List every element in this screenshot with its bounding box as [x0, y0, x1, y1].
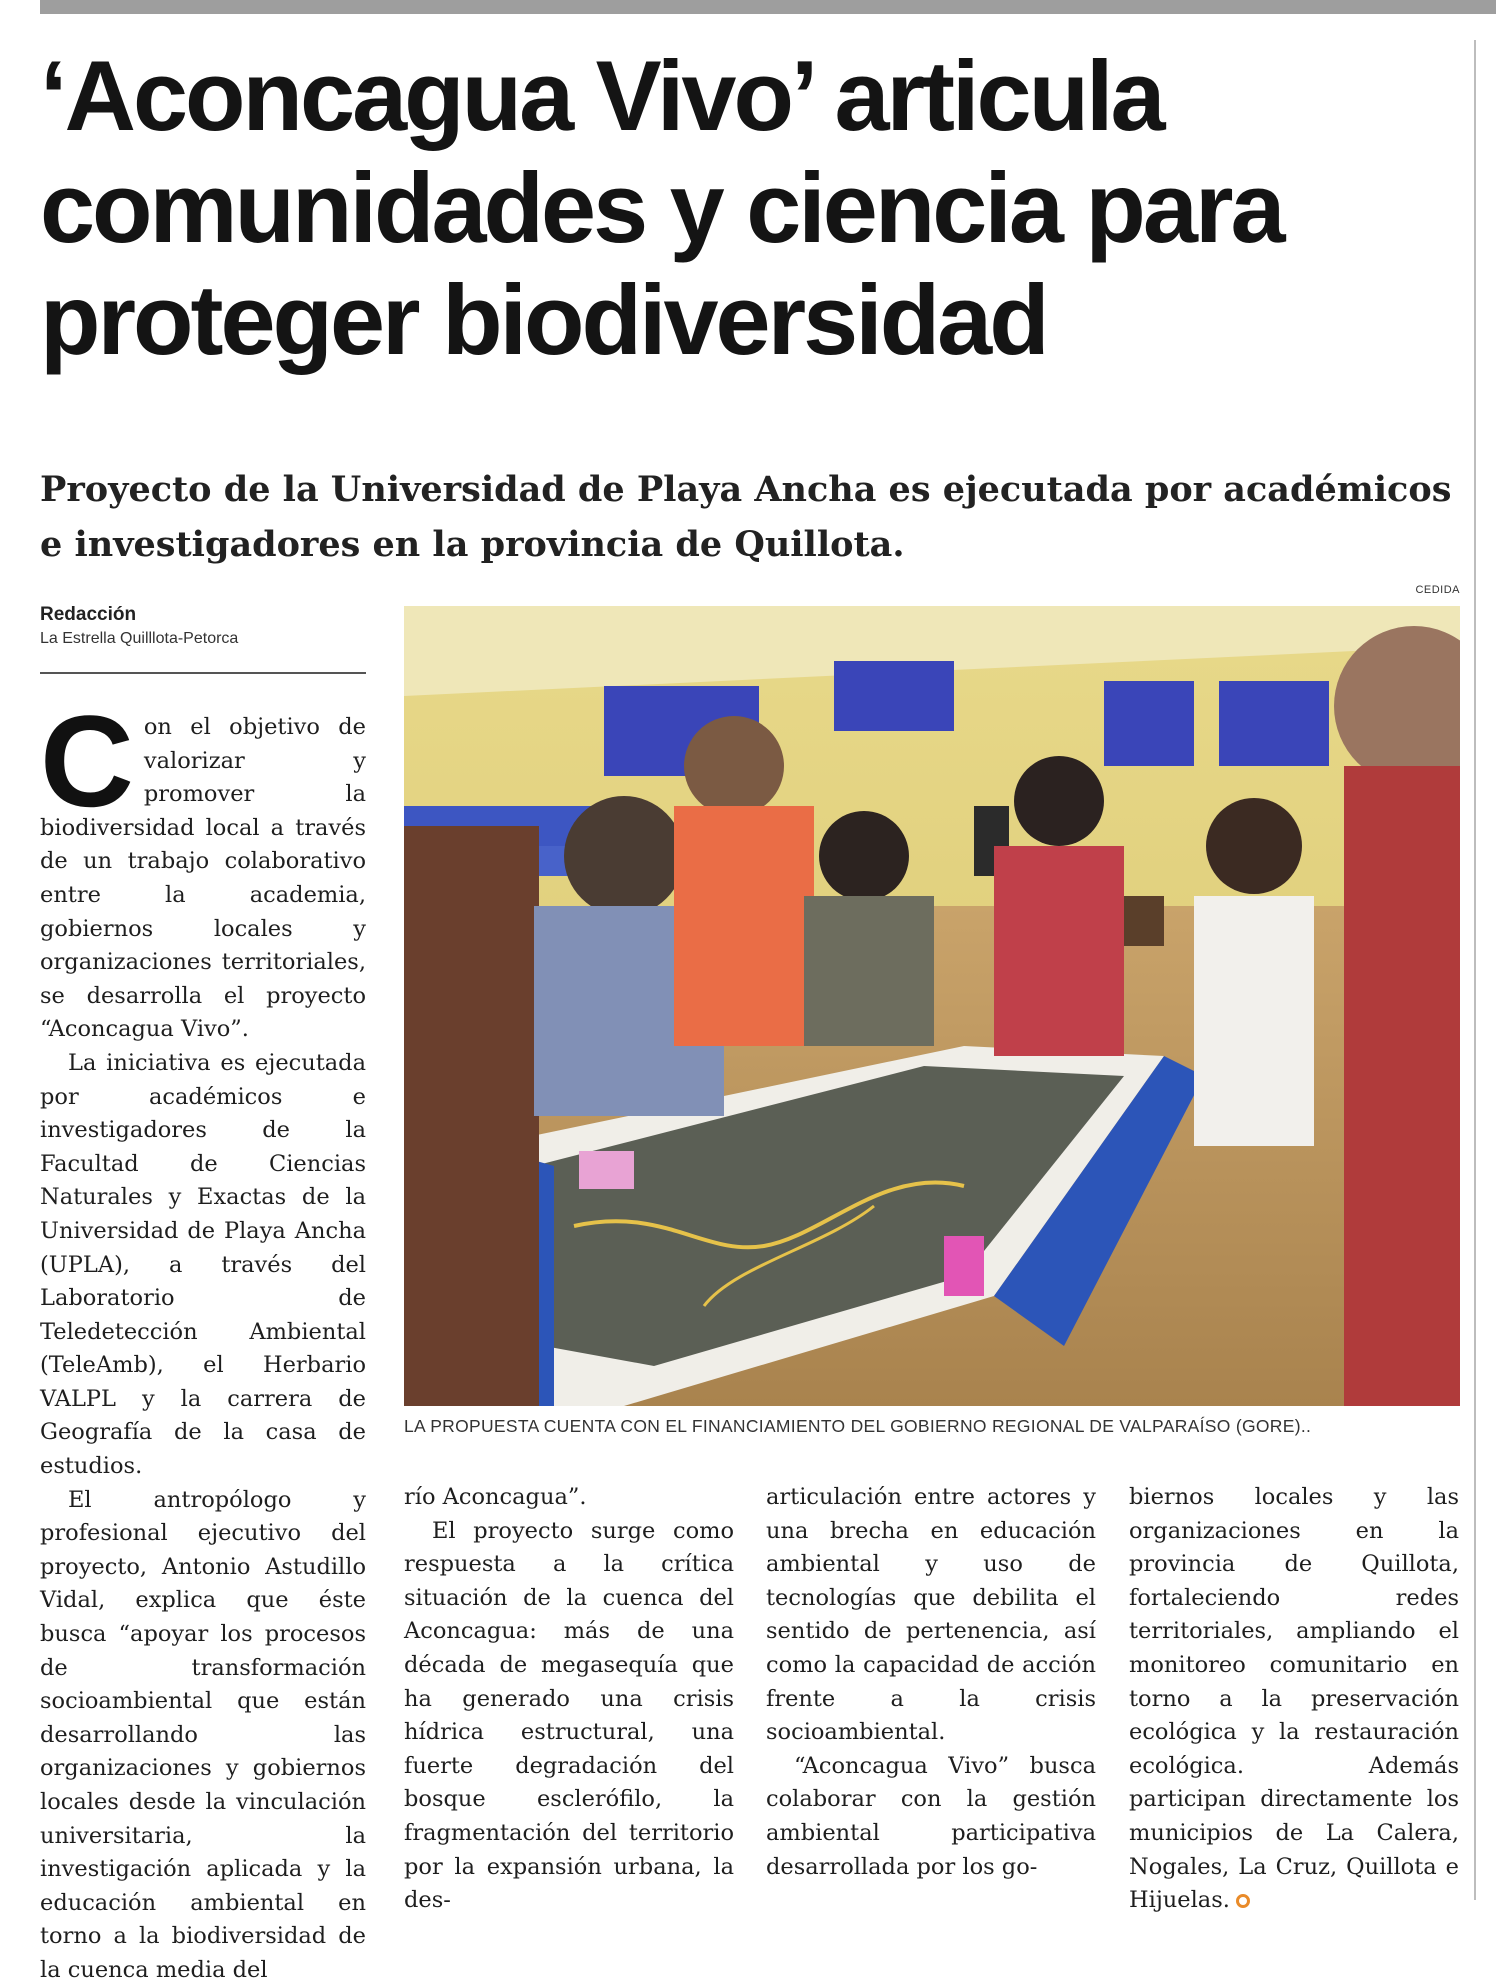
byline-rule [40, 672, 366, 674]
body-paragraph: El antropólogo y profesional ejecutivo del proyecto, Antonio Astudillo Vidal, explica que éste busca “apoyar los procesos de transformación socioambiental que están desarrollando las organizaciones y gobiernos locales desde la vinculación universitaria, la investigación aplicada y la educación ambiental en torno a la biodiversidad de la cuenca media del [40, 1486, 366, 1983]
body-paragraph: El proyecto surge como respuesta a la crítica situación de la cuenca del Aconcagua: más de una década de megasequía que ha generado una crisis hídrica estructural, una fuerte degradación del bosque esclerófilo, la fragmentación del territorio por la expansión urbana, la des- [404, 1517, 734, 1914]
body-column-1 [40, 688, 366, 1988]
body-paragraph: “Aconcagua Vivo” busca colaborar con la gestión ambiental participativa desarrollada por los go- [766, 1752, 1096, 1880]
column-rule [1474, 40, 1476, 1900]
body-paragraph: río Aconcagua”. [404, 1484, 587, 1510]
body-paragraph: articulación entre actores y una brecha en educación ambiental y uso de tecnologías que debilita el sentido de pertenencia, así como la capacidad de acción frente a la crisis socioambiental. [766, 1484, 1096, 1746]
body-paragraph [40, 688, 366, 1047]
body-column-2 [404, 1481, 734, 1918]
deck: Proyecto de la Universidad de Playa Ancha es ejecutada por académicos e investigadores en la provincia de Quillota. [40, 469, 1452, 565]
body-column-4 [1129, 1481, 1459, 1918]
body-paragraph: La iniciativa es ejecutada por académicos e investigadores de la Facultad de Ciencias Naturales y Exactas de la Universidad de Playa Ancha (UPLA), a través del Laboratorio de Teledetección Ambiental (TeleAmb), el Herbario VALPL y la carrera de Geografía de la casa de estudios. [40, 1049, 366, 1480]
body-paragraph [1129, 1481, 1459, 1918]
drop-cap: C [40, 688, 134, 834]
byline [40, 604, 366, 648]
photo-caption: LA PROPUESTA CUENTA CON EL FINANCIAMIENTO DEL GOBIERNO REGIONAL DE VALPARAÍSO (GORE).. [404, 1416, 1312, 1436]
body-text: on el objetivo de valorizar y promover la biodiversidad local a través de un trabajo colaborativo entre la academia, gobiernos locales y organizaciones territoriales, se desarrolla el proyecto “Aconcagua Vivo”. [40, 714, 366, 1043]
byline-author: Redacción [40, 604, 137, 625]
end-of-article-icon [1236, 1894, 1250, 1908]
photo-credit: CEDIDA [1415, 584, 1460, 596]
top-rule [40, 0, 1496, 14]
body-column-3 [766, 1481, 1096, 1884]
headline: ‘Aconcagua Vivo’ articula comunidades y ciencia para proteger biodiversidad [40, 40, 1283, 375]
byline-outlet: La Estrella Quilllota-Petorca [40, 630, 239, 647]
article-photo [404, 606, 1460, 1406]
body-text: biernos locales y las organizaciones en la provincia de Quillota, fortaleciendo redes territoriales, ampliando el monitoreo comunitario en torno a la preservación ecológica y la restauración ecológica. Además participan directamente los municipios de La Calera, Nogales, La Cruz, Quillota e Hijuelas. [1129, 1484, 1459, 1914]
